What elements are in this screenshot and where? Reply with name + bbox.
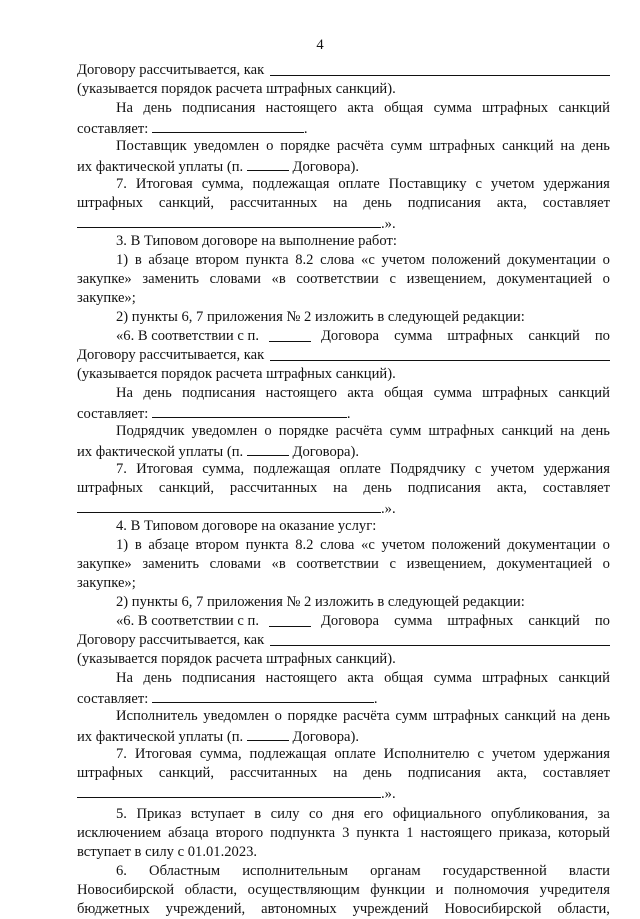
word: Новосибирской [77,882,175,898]
text: Договора). [292,159,360,175]
word: соответствии [296,556,379,572]
line-14: 2) пункты 6, 7 приложения № 2 изложить в следующей редакции: [116,309,525,325]
word: Подрядчику [390,461,466,477]
word: день [581,708,610,724]
word: документацией [496,556,593,572]
word: расчёта [335,423,383,439]
text: составляет: [77,691,149,707]
word: бюджетных [77,901,150,917]
word: порядке [278,423,329,439]
word: функции [370,882,426,898]
word: настоящего [420,825,492,841]
word: составляет [542,480,610,496]
line-25: 4. В Типовом договоре на оказание услуг: [116,518,377,534]
line-39 [77,783,610,802]
word: удержания [543,746,610,762]
line-12 [77,270,610,289]
text: Договора). [292,444,360,460]
word: удержания [543,176,610,192]
word: «с [361,252,375,268]
line-08 [77,194,610,213]
word: санкций [502,138,554,154]
word: соответствии [296,271,379,287]
text: составляет: [77,121,149,137]
word: Итоговая [134,746,192,762]
blank-field [152,403,347,418]
word: силу [270,806,300,822]
word: сумма [433,385,472,401]
word: расчёта [336,138,384,154]
word: Договора [320,328,380,344]
word: «в [271,556,286,572]
line-41 [77,824,610,843]
word: дня [332,806,355,822]
text: Договора). [292,729,360,745]
word: приказа, [498,825,552,841]
word: пункта [356,825,400,841]
word: официального [392,806,482,822]
word: рассчитанных [229,480,318,496]
word: о [602,271,610,287]
word: общая [384,670,424,686]
line-27 [77,555,610,574]
word: области, [557,901,610,917]
word: оплате [334,746,376,762]
word: день [143,385,172,401]
blank-field [152,688,374,703]
word: санкций, [158,195,214,211]
word: заменить [142,271,199,287]
word: штрафных [447,613,514,629]
word: органам [370,863,421,879]
text: Договору рассчитывается, как [77,347,265,363]
word: подлежащая [252,176,330,192]
word: 7. [116,461,127,477]
word: санкций [501,423,554,439]
word: учреждений, [165,901,246,917]
word: штрафных [482,385,549,401]
word: 1) [116,537,129,553]
line-09 [77,213,610,232]
word: пункта [245,537,289,553]
word: акта, [496,765,527,781]
line-18 [77,384,610,403]
word: с [474,461,482,477]
word: На [116,385,134,401]
word: подписания [182,100,256,116]
word: штрафных [432,708,499,724]
line-05 [77,137,610,156]
text: Договору рассчитывается, как [77,62,265,78]
word: оплате [339,461,381,477]
word: закупке» [77,271,132,287]
word: подпункта [270,825,336,841]
word: учетом [490,176,535,192]
word: учетом [381,537,426,553]
word: Исполнитель [116,708,198,724]
word: акта, [496,480,527,496]
line-11 [77,251,610,270]
word: сумм [395,708,428,724]
word: сумм [390,138,423,154]
word: извещением, [406,271,487,287]
word: по [594,613,610,629]
word: в [134,252,142,268]
word: с [475,176,482,192]
word: 3 [342,825,350,841]
word: власти [568,863,610,879]
word: порядке [280,138,331,154]
line-26 [77,536,610,555]
word: штрафных [447,328,514,344]
word: рассчитанных [229,765,318,781]
word: второго [215,825,264,841]
word: вступает [190,806,245,822]
word: штрафных [429,138,496,154]
text: .». [381,786,396,802]
line-16 [77,346,610,365]
word: учредителя [539,882,610,898]
word: с [477,746,484,762]
word: Подрядчик [116,423,185,439]
word: на [333,195,348,211]
word: документации [507,537,596,553]
word: о [264,423,272,439]
word: учетом [491,746,536,762]
word: расчёта [342,708,390,724]
word: абзаце [148,537,189,553]
word: штрафных [77,765,143,781]
word: на [560,138,575,154]
blank-field [269,327,311,342]
line-19: составляет: . [77,403,610,422]
word: абзаце [148,252,189,268]
line-03 [77,99,610,118]
text: .». [381,501,396,517]
line-40 [77,805,610,824]
word: санкций [504,708,557,724]
line-24 [77,498,610,517]
word: настоящего [265,670,337,686]
line-30 [77,612,610,631]
word: штрафных [482,670,549,686]
text: их фактической уплаты (п. [77,444,244,460]
word: учреждений [352,901,429,917]
word: удержания [543,461,610,477]
word: санкций [528,613,580,629]
word: сумма, [199,746,242,762]
word: подписания [407,195,481,211]
line-06 [77,156,610,175]
word: уведомлен [191,423,258,439]
word: Приказ [136,806,182,822]
line-28: закупке»; [77,575,136,591]
line-33 [77,669,610,688]
word: о [602,556,610,572]
word: о [274,708,282,724]
blank-field [247,441,289,456]
word: 8.2 [295,537,314,553]
word: осуществляющим [247,882,360,898]
word: порядке [287,708,338,724]
word: день [581,423,610,439]
text [321,612,610,631]
word: подлежащая [253,461,331,477]
word: документации [507,252,596,268]
word: абзаца [168,825,209,841]
line-13: закупке»; [77,290,136,306]
word: пункта [245,252,289,268]
word: Новосибирской [444,901,542,917]
word: подписания [182,385,256,401]
word: сумма, [201,176,244,192]
word: санкций, [158,480,214,496]
word: подписания [182,670,256,686]
line-38 [77,764,610,783]
word: день [581,138,610,154]
word: учетом [381,252,426,268]
word: извещением, [406,556,487,572]
word: настоящего [265,385,337,401]
blank-field [270,346,610,361]
word: учетом [490,461,535,477]
word: санкций [558,385,610,401]
word: оплате [338,176,380,192]
word: сумма, [202,461,245,477]
blank-field [152,118,304,133]
line-44 [77,881,610,900]
word: составляет [542,195,610,211]
word: санкций [558,670,610,686]
word: государственной [442,863,547,879]
word: слова [320,537,355,553]
word: заменить [142,556,199,572]
word: 5. [116,806,127,822]
word: Договора [320,613,380,629]
text: .». [381,216,396,232]
word: словами [209,556,261,572]
word: и [435,882,444,898]
word: Исполнителю [383,746,470,762]
line-35 [77,707,610,726]
blank-field [77,213,381,228]
line-15 [77,327,610,346]
word: с [389,271,396,287]
word: в [254,806,262,822]
line-04: составляет: . [77,118,610,137]
word: «в [271,271,286,287]
word: день [143,670,172,686]
word: 1) [116,252,129,268]
line-37 [77,745,610,764]
word: на [561,708,576,724]
word: полномочия [453,882,530,898]
line-29: 2) пункты 6, 7 приложения № 2 изложить в следующей редакции: [116,594,525,610]
blank-field [247,726,289,741]
line-23 [77,479,610,498]
word: сумма [433,670,472,686]
word: о [602,252,610,268]
word: Итоговая [136,461,194,477]
text: «6. В соответствии с п. [116,613,259,629]
line-22 [77,460,610,479]
blank-field [270,631,610,646]
word: подлежащая [249,746,327,762]
word: с [389,556,396,572]
blank-field [77,783,381,798]
word: подписания [407,480,481,496]
word: в [134,537,142,553]
word: сумм [389,423,422,439]
word: сумма [433,100,472,116]
word: по [594,328,610,344]
word: На [116,100,134,116]
word: На [116,670,134,686]
word: общая [384,385,424,401]
text: Договору рассчитывается, как [77,632,265,648]
line-10: 3. В Типовом договоре на выполнение работ: [116,233,397,249]
word: который [558,825,610,841]
word: санкций, [158,765,214,781]
word: сумма [394,328,433,344]
line-17: (указывается порядок расчета штрафных санкций). [77,366,396,382]
word: день [363,195,392,211]
word: составляет [542,765,610,781]
word: 1 [406,825,414,841]
line-45 [77,900,610,919]
blank-field [270,61,610,76]
blank-field [269,612,311,627]
line-01 [77,61,610,80]
text: составляет: [77,406,149,422]
word: Областным [149,863,221,879]
word: день [363,480,392,496]
word: рассчитанных [229,195,318,211]
word: области, [184,882,238,898]
word: 7. [116,746,127,762]
word: штрафных [77,195,143,211]
line-43 [77,862,610,881]
line-42: вступает в силу с 01.01.2023. [77,844,258,860]
line-31 [77,631,610,650]
word: автономных [261,901,337,917]
word: санкций [558,100,610,116]
word: 8.2 [295,252,314,268]
word: его [363,806,384,822]
text: их фактической уплаты (п. [77,729,244,745]
word: на [333,765,348,781]
word: закупке» [77,556,132,572]
line-36 [77,726,610,745]
word: акта [347,100,374,116]
text [321,327,610,346]
word: 6. [116,863,127,879]
blank-field [77,498,381,513]
word: на [560,423,575,439]
word: положений [431,537,501,553]
word: о [266,138,274,154]
line-07 [77,175,610,194]
line-21 [77,441,610,460]
line-02: (указывается порядок расчета штрафных санкций). [77,81,396,97]
word: штрафных [77,480,143,496]
word: штрафных [482,100,549,116]
word: словами [209,271,261,287]
line-20 [77,422,610,441]
word: «с [361,537,375,553]
word: исполнительным [242,863,348,879]
blank-field [247,156,289,171]
page-number: 4 [316,37,324,53]
word: штрафных [428,423,495,439]
word: положений [431,252,501,268]
word: исключением [77,825,162,841]
word: день [143,100,172,116]
word: день [363,765,392,781]
word: опубликования, [490,806,589,822]
word: слова [320,252,355,268]
word: втором [195,252,240,268]
word: со [309,806,323,822]
word: Поставщику [388,176,467,192]
word: настоящего [265,100,337,116]
word: Итоговая [135,176,193,192]
word: на [333,480,348,496]
line-34: составляет: . [77,688,610,707]
word: акта, [496,195,527,211]
word: Поставщик [116,138,187,154]
word: уведомлен [193,138,260,154]
word: документацией [496,271,593,287]
word: акта [347,385,374,401]
word: о [602,537,610,553]
word: уведомлен [203,708,269,724]
word: общая [384,100,424,116]
word: втором [195,537,240,553]
text: «6. В соответствии с п. [116,328,259,344]
line-32: (указывается порядок расчета штрафных санкций). [77,651,396,667]
word: сумма [394,613,433,629]
word: подписания [407,765,481,781]
word: 7. [116,176,127,192]
word: за [597,806,610,822]
word: санкций [528,328,580,344]
text: их фактической уплаты (п. [77,159,244,175]
word: акта [347,670,374,686]
